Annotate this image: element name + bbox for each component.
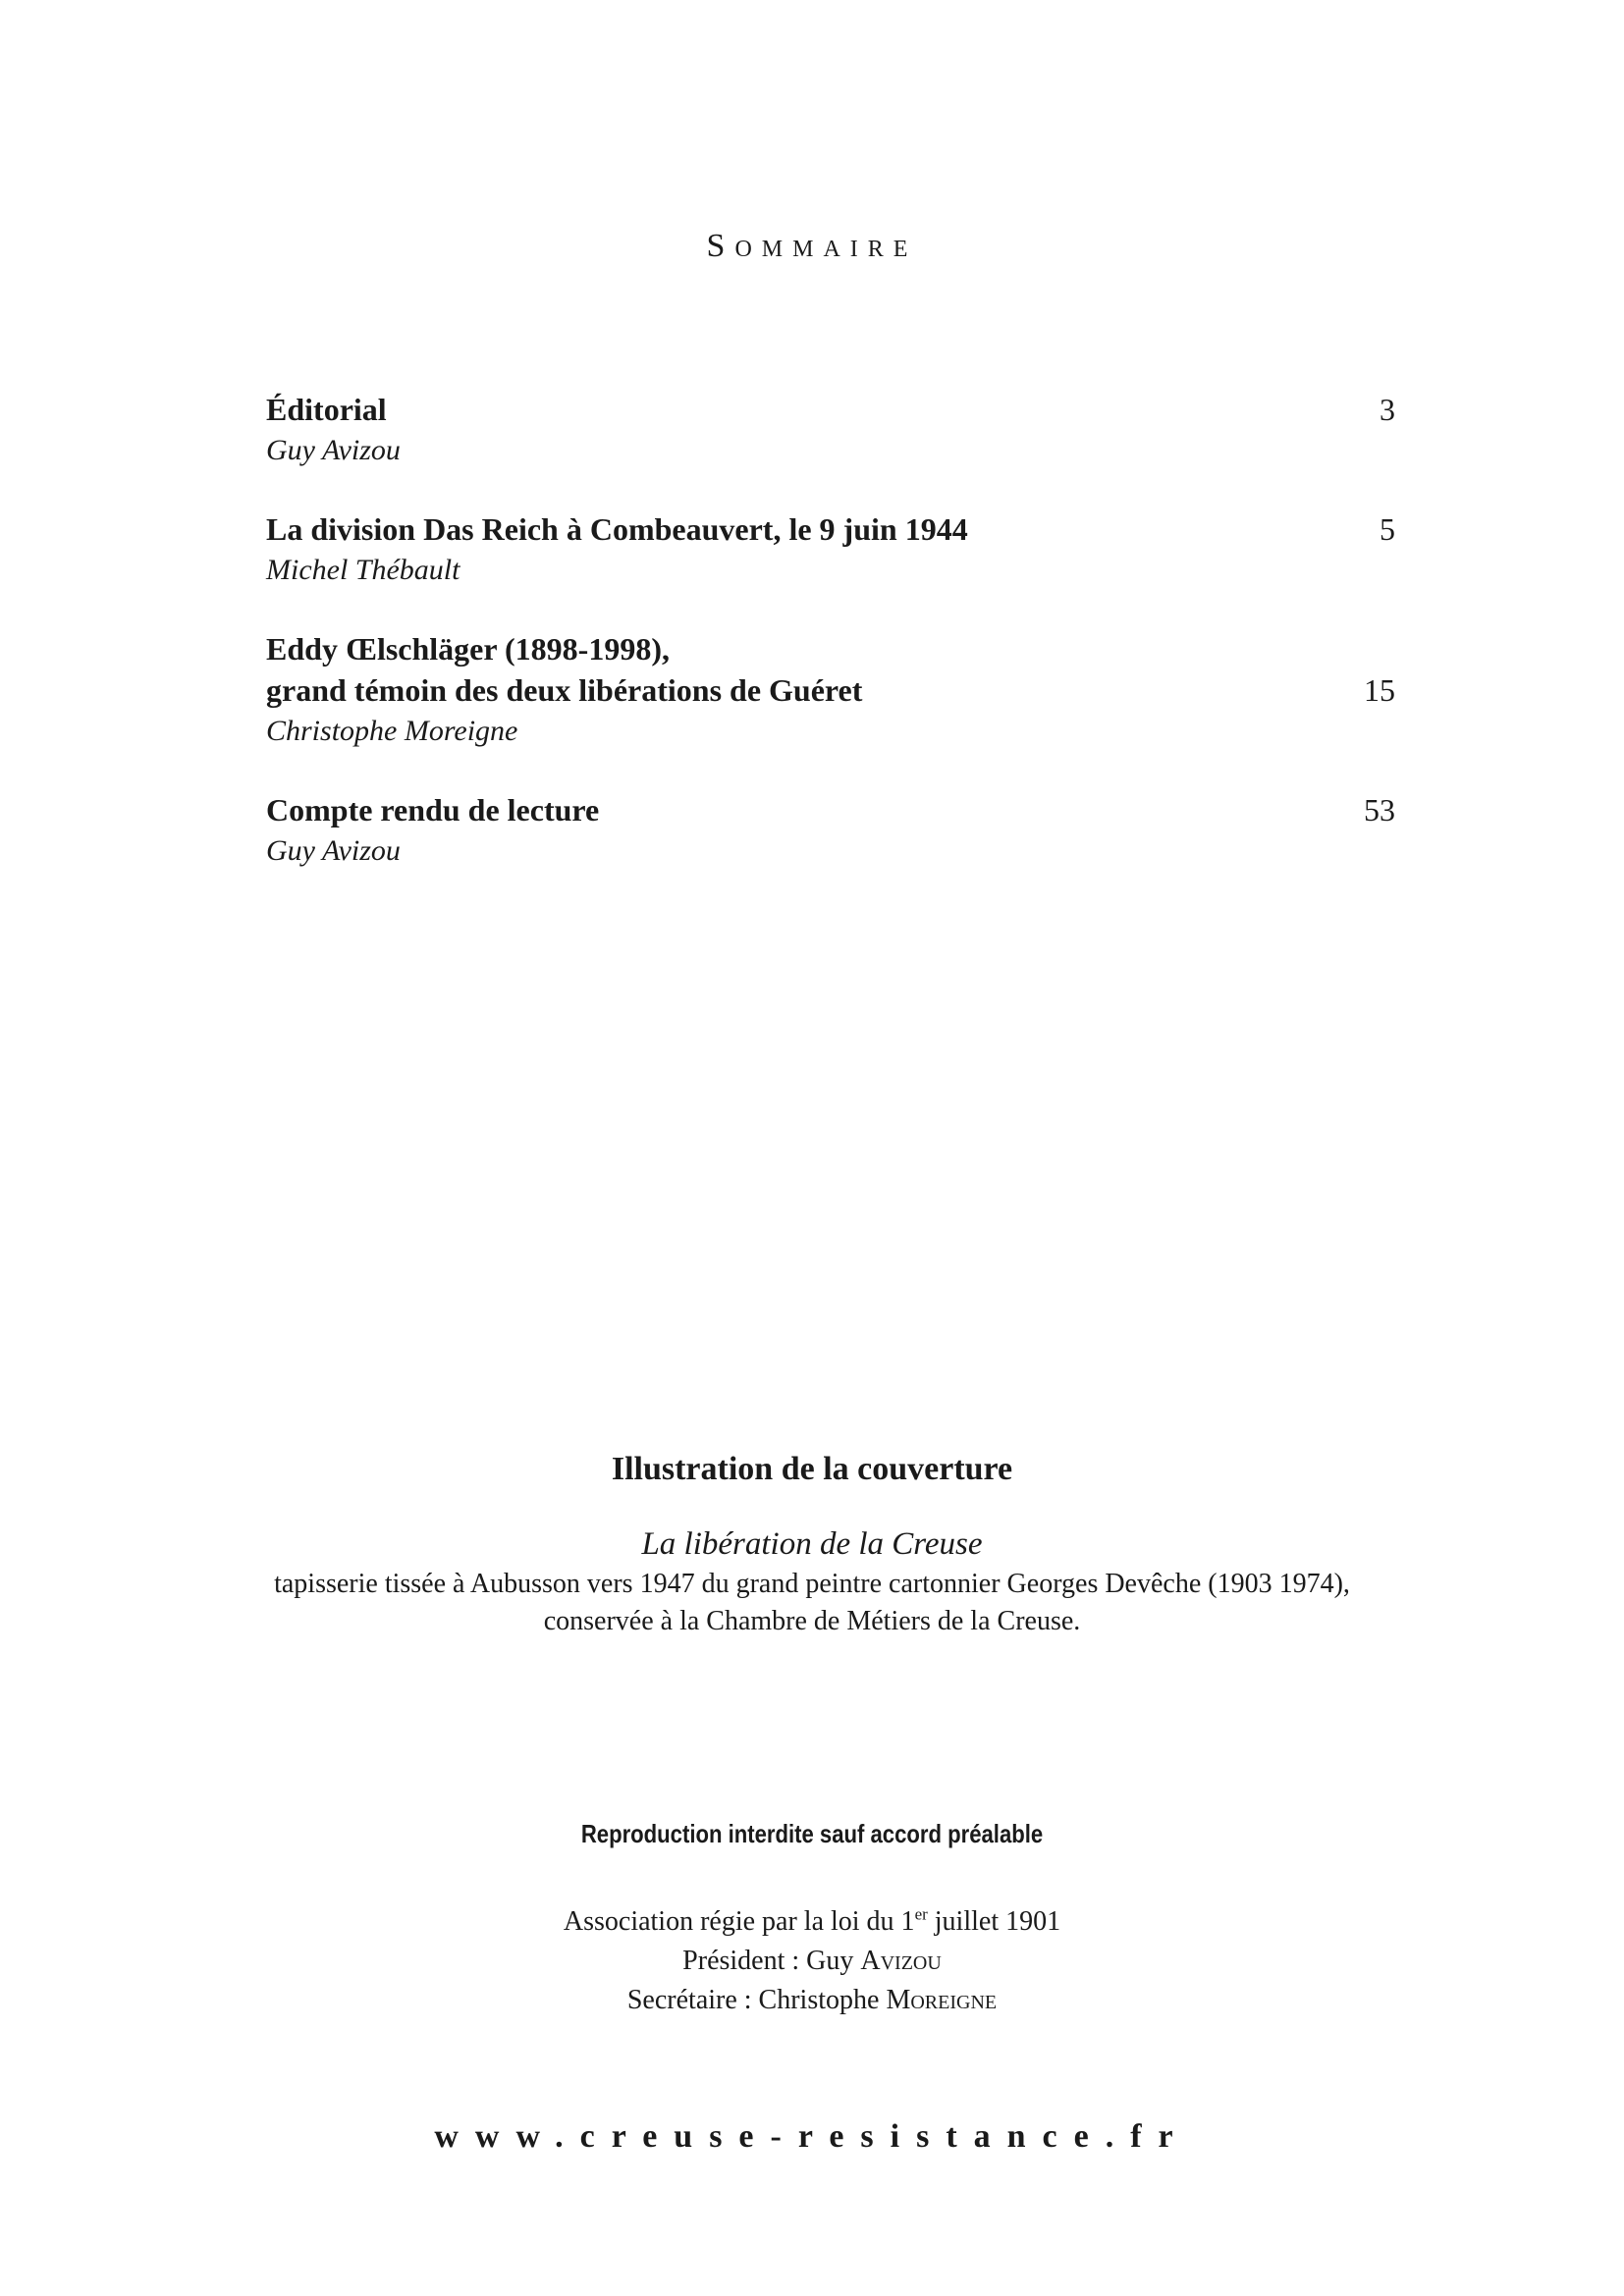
toc-entry-title: Éditorial [266, 392, 387, 427]
cover-description-line: conservée à la Chambre de Métiers de la Creuse. [543, 1606, 1081, 1636]
president-label: Président : Guy [682, 1946, 861, 1976]
table-of-contents [266, 389, 1395, 909]
cover-work-title: La libération de la Creuse [641, 1526, 983, 1562]
cover-heading: Illustration de la couverture [611, 1451, 1013, 1487]
toc-entry-page: 53 [1364, 792, 1395, 828]
association-info [0, 1902, 1624, 2020]
association-law-line [0, 1902, 1624, 1942]
toc-entry-title-line-2: grand témoin des deux libérations de Guéret [266, 672, 863, 708]
toc-entry-page: 3 [1380, 392, 1395, 427]
toc-entry-page: 15 [1364, 672, 1395, 708]
law-superscript: er [914, 1904, 928, 1924]
toc-entry [266, 508, 1395, 591]
toc-entry-author: Guy Avizou [266, 434, 401, 466]
toc-entry-author: Guy Avizou [266, 834, 401, 867]
cover-description-line: tapisserie tissée à Aubusson vers 1947 du grand peintre cartonnier Georges Devêche (1903 1974), [274, 1569, 1350, 1599]
secretary-line [0, 1981, 1624, 2020]
toc-entry-author: Michel Thébault [266, 554, 460, 586]
toc-entry-title: Compte rendu de lecture [266, 792, 600, 828]
page-title: Sommaire [706, 228, 918, 264]
toc-entry [266, 389, 1395, 471]
secretary-surname: Moreigne [886, 1985, 998, 2015]
law-suffix: juillet 1901 [927, 1906, 1061, 1937]
secretary-label: Secrétaire : Christophe [626, 1985, 887, 2015]
toc-entry [266, 628, 1395, 752]
reproduction-notice: Reproduction interdite sauf accord préalable [580, 1819, 1044, 1848]
website-url: www.creuse-resistance.fr [434, 2118, 1190, 2155]
law-prefix: Association régie par la loi du 1 [563, 1906, 915, 1937]
toc-entry-title: La division Das Reich à Combeauvert, le 9 juin 1944 [266, 511, 968, 547]
toc-entry-author: Christophe Moreigne [266, 715, 518, 747]
toc-entry-title-line-1: Eddy Œlschläger (1898-1998), [266, 631, 670, 667]
toc-entry [266, 789, 1395, 872]
cover-illustration-section [0, 1448, 1624, 1640]
toc-entry-page: 5 [1380, 511, 1395, 547]
president-surname: Avizou [860, 1946, 942, 1976]
president-line [0, 1942, 1624, 1981]
